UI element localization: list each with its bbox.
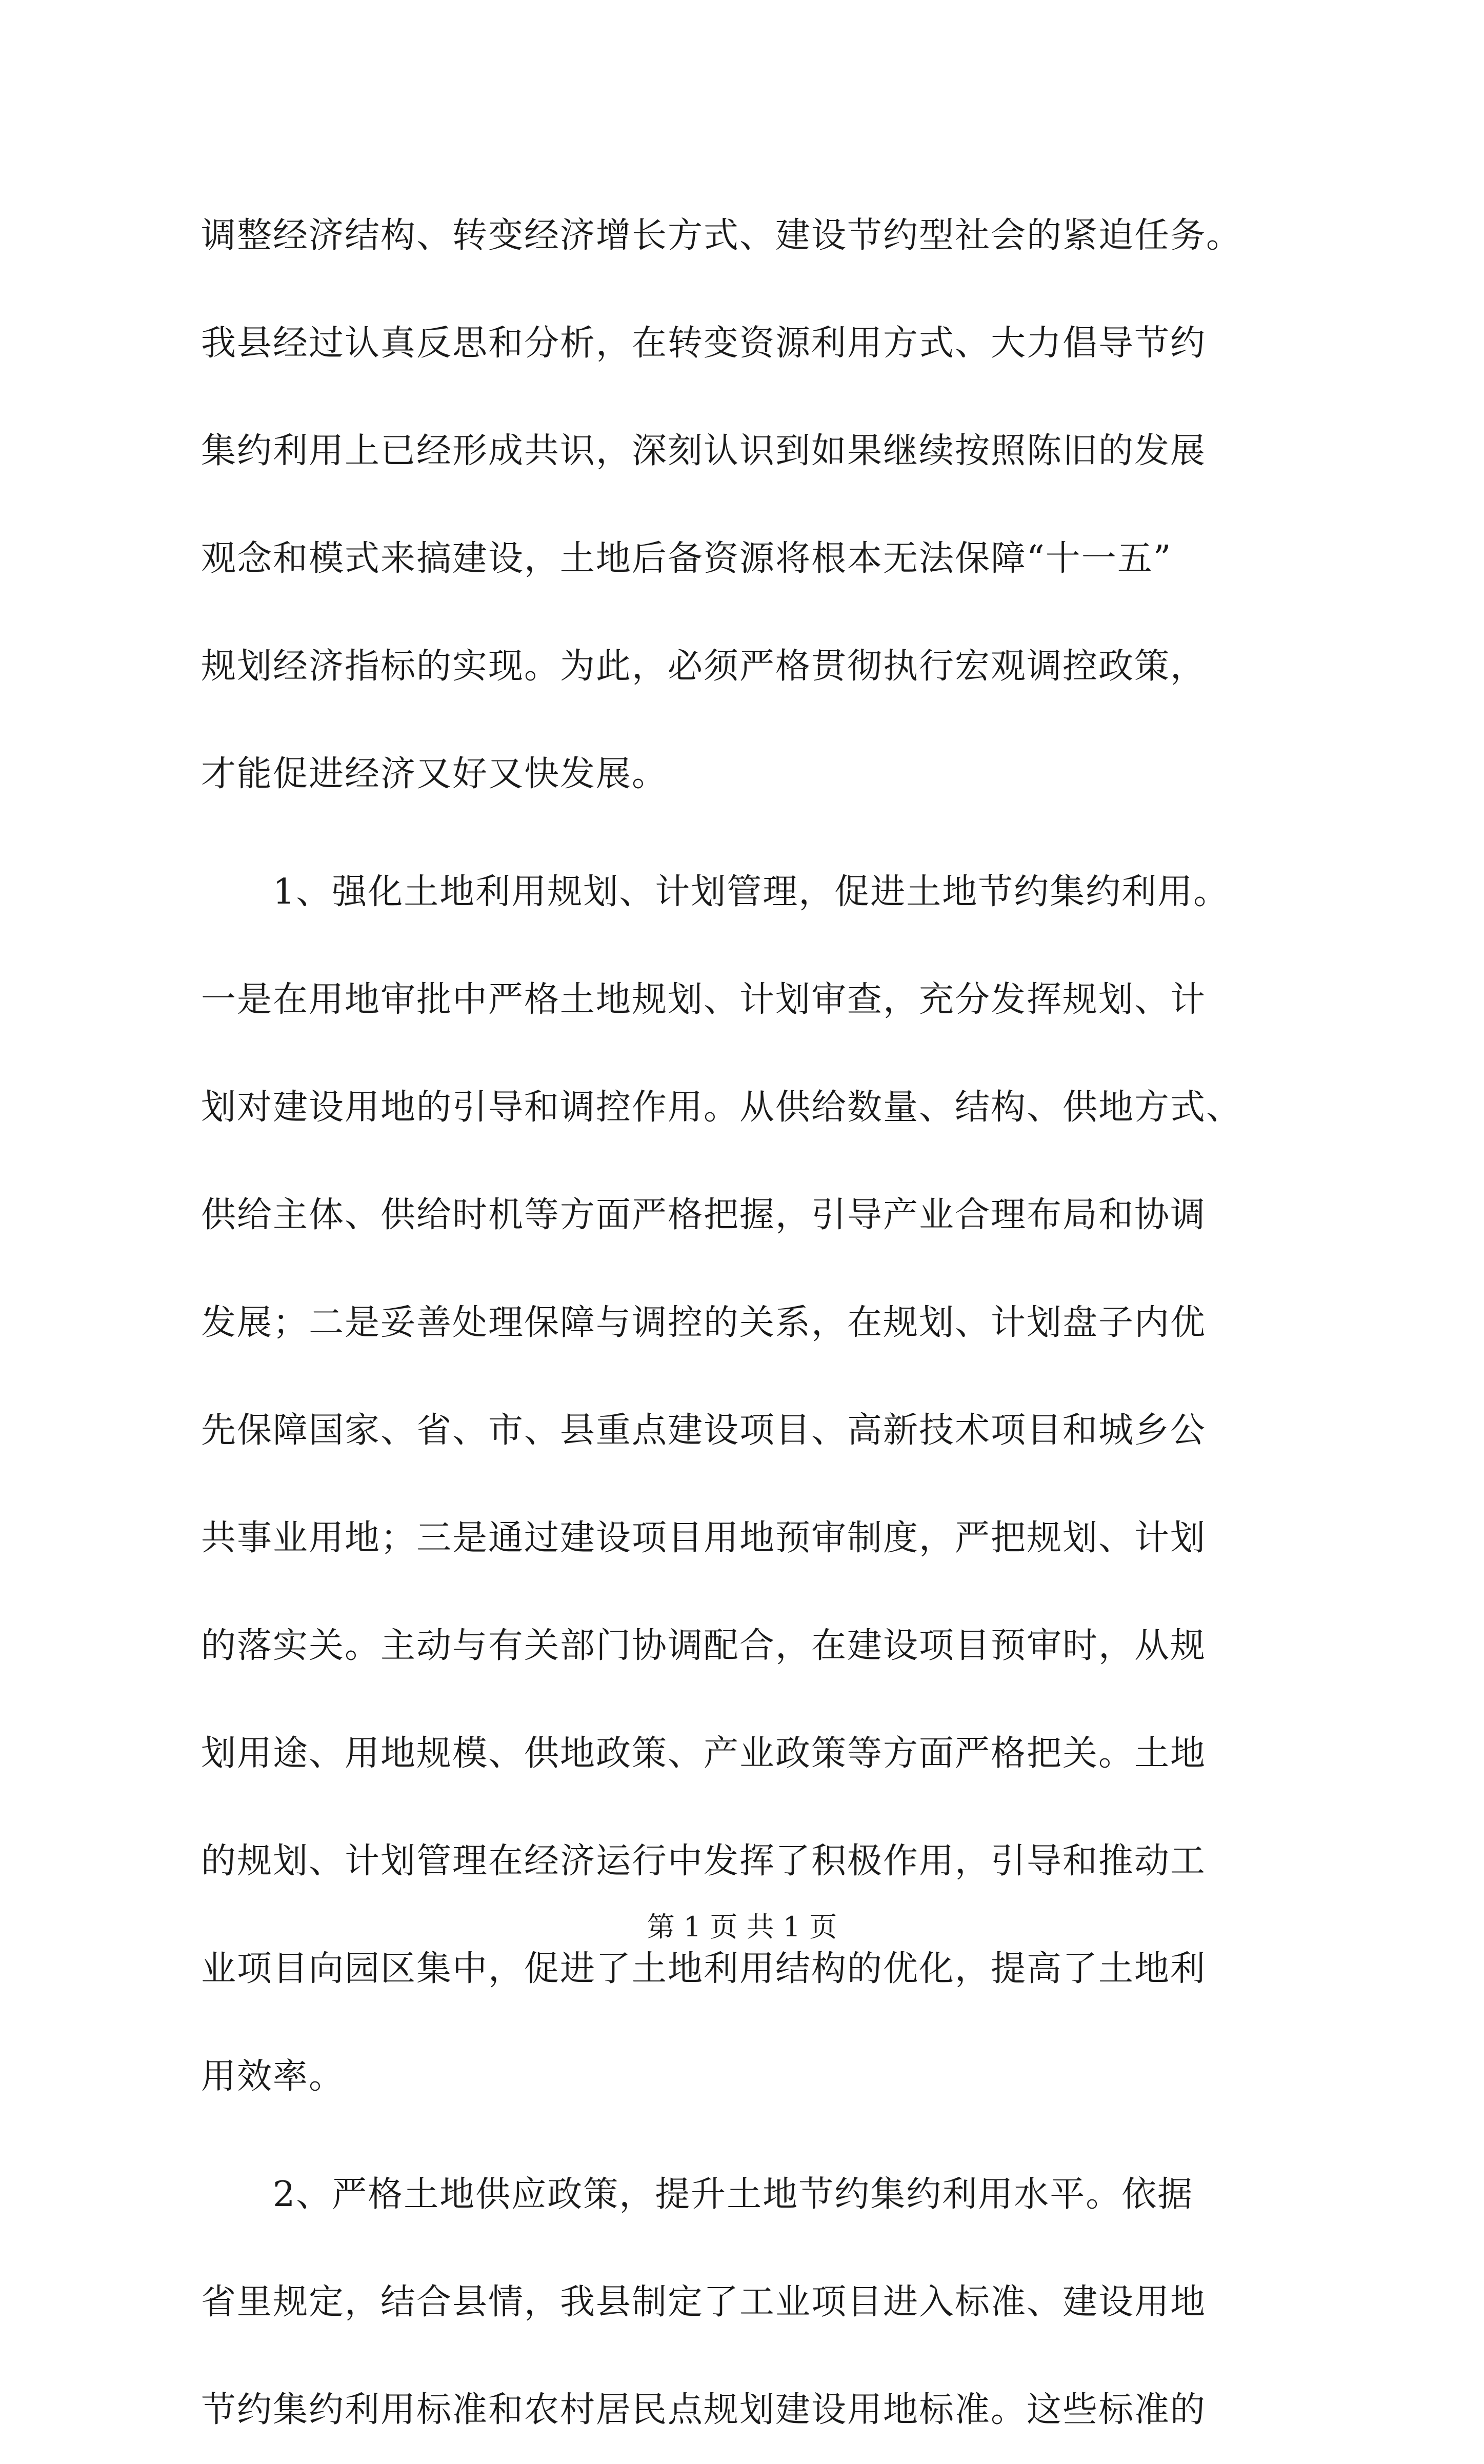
text-line: 2、严格土地供应政策，提升土地节约集约利用水平。依据	[201, 2174, 1194, 2215]
text-line: 一是在用地审批中严格土地规划、计划审查，充分发挥规划、计	[201, 979, 1207, 1020]
paragraph-spacer	[201, 828, 1283, 838]
paragraph-spacer	[201, 2131, 1283, 2141]
text-line: 用效率。	[201, 2056, 345, 2097]
text-line: 共事业用地；三是通过建设项目用地预审制度，严把规划、计划	[201, 1518, 1207, 1558]
text-line: 的落实关。主动与有关部门协调配合，在建设项目预审时，从规	[201, 1626, 1207, 1666]
text-line: 业项目向园区集中，促进了土地利用结构的优化，提高了土地利	[201, 1949, 1207, 1989]
paragraph-3	[201, 2141, 1283, 2464]
text-line: 发展；二是妥善处理保障与调控的关系，在规划、计划盘子内优	[201, 1303, 1207, 1343]
text-line: 我县经过认真反思和分析，在转变资源利用方式、大力倡导节约	[201, 323, 1207, 364]
text-line: 划对建设用地的引导和调控作用。从供给数量、结构、供地方式、	[201, 1087, 1242, 1128]
text-line: 的规划、计划管理在经济运行中发挥了积极作用，引导和推动工	[201, 1841, 1207, 1881]
text-line: 观念和模式来搞建设，土地后备资源将根本无法保障“十一五”	[201, 538, 1172, 579]
text-line: 供给主体、供给时机等方面严格把握，引导产业合理布局和协调	[201, 1195, 1207, 1235]
body-text	[201, 182, 1283, 2464]
text-line: 省里规定，结合县情，我县制定了工业项目进入标准、建设用地	[201, 2282, 1207, 2322]
text-line: 先保障国家、省、市、县重点建设项目、高新技术项目和城乡公	[201, 1410, 1207, 1451]
text-line: 集约利用上已经形成共识，深刻认识到如果继续按照陈旧的发展	[201, 431, 1207, 471]
text-line: 规划经济指标的实现。为此，必须严格贯彻执行宏观调控政策，	[201, 646, 1207, 687]
text-line: 调整经济结构、转变经济增长方式、建设节约型社会的紧迫任务。	[201, 215, 1242, 256]
text-line: 1、强化土地利用规划、计划管理，促进土地节约集约利用。	[201, 872, 1230, 912]
text-line: 节约集约利用标准和农村居民点规划建设用地标准。这些标准的	[201, 2390, 1207, 2430]
page-number-footer: 第 1 页 共 1 页	[647, 1911, 837, 1943]
paragraph-1	[201, 182, 1283, 828]
text-line: 才能促进经济又好又快发展。	[201, 754, 668, 794]
text-line: 划用途、用地规模、供地政策、产业政策等方面严格把关。土地	[201, 1733, 1207, 1774]
